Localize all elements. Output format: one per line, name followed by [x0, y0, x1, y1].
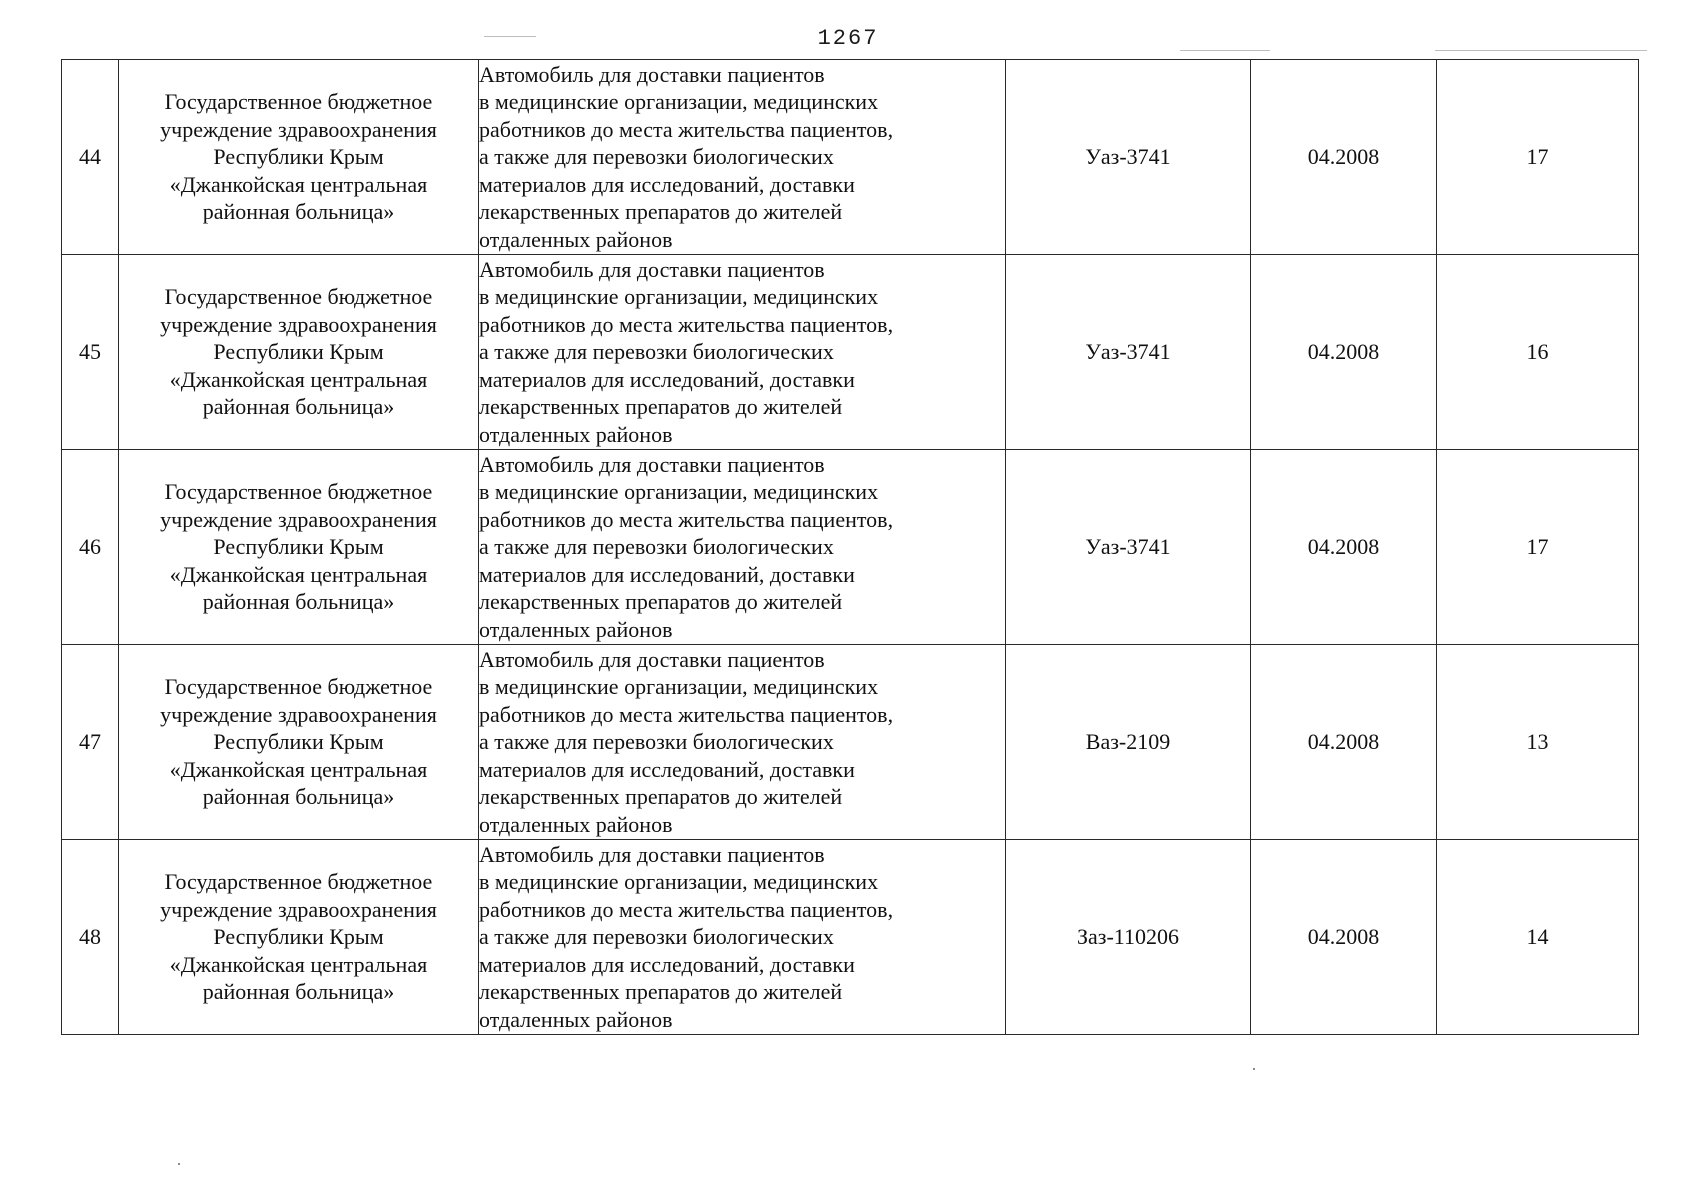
organization-line: «Джанкойская центральная: [169, 171, 428, 197]
row-number-cell: 47: [62, 645, 119, 840]
vehicle-purpose-line: лекарственных препаратов до жителей: [479, 784, 843, 810]
vehicle-purpose-cell: [479, 450, 1006, 645]
organization-line: Республики Крым: [213, 144, 384, 170]
scan-artifact: [178, 1163, 180, 1165]
organization-line: учреждение здравоохранения: [160, 311, 437, 337]
vehicle-purpose-line: работников до места жительства пациентов,: [479, 311, 894, 337]
table-row: [62, 450, 1639, 645]
vehicle-purpose-line: лекарственных препаратов до жителей: [479, 979, 843, 1005]
vehicle-model-cell: Уаз-3741: [1006, 60, 1251, 255]
row-number-cell: 46: [62, 450, 119, 645]
vehicle-purpose-cell: [479, 60, 1006, 255]
vehicle-purpose-line: отдаленных районов: [479, 421, 673, 447]
date-cell: 04.2008: [1251, 450, 1437, 645]
table-row: [62, 255, 1639, 450]
value-cell: 17: [1437, 450, 1639, 645]
table-row: [62, 60, 1639, 255]
organization-line: районная больница»: [202, 589, 395, 615]
scan-artifact: [1180, 50, 1270, 51]
vehicle-model-cell: Ваз-2109: [1006, 645, 1251, 840]
organization-line: «Джанкойская центральная: [169, 366, 428, 392]
vehicle-purpose-line: в медицинские организации, медицинских: [479, 89, 879, 115]
page-number: 1267: [817, 26, 879, 51]
table-row: [62, 840, 1639, 1035]
date-cell: 04.2008: [1251, 255, 1437, 450]
organization-line: Республики Крым: [213, 729, 384, 755]
scan-artifact: [1435, 50, 1647, 51]
row-number-cell: 44: [62, 60, 119, 255]
organization-line: Государственное бюджетное: [164, 674, 433, 700]
vehicle-purpose-line: работников до места жительства пациентов,: [479, 701, 894, 727]
vehicle-purpose-line: Автомобиль для доставки пациентов: [479, 841, 825, 867]
vehicle-purpose-line: Автомобиль для доставки пациентов: [479, 256, 825, 282]
value-cell: 16: [1437, 255, 1639, 450]
vehicle-purpose-line: материалов для исследований, доставки: [479, 171, 855, 197]
organization-line: «Джанкойская центральная: [169, 756, 428, 782]
organization-cell: [119, 255, 479, 450]
organization-line: Государственное бюджетное: [164, 89, 433, 115]
vehicle-registry-table: [61, 59, 1639, 1035]
vehicle-purpose-line: а также для перевозки биологических: [479, 339, 834, 365]
table-row: [62, 645, 1639, 840]
scan-artifact: [1253, 1068, 1255, 1070]
vehicle-purpose-line: лекарственных препаратов до жителей: [479, 589, 843, 615]
vehicle-purpose-line: Автомобиль для доставки пациентов: [479, 61, 825, 87]
table-body: [62, 60, 1639, 1035]
vehicle-purpose-line: в медицинские организации, медицинских: [479, 674, 879, 700]
vehicle-purpose-line: в медицинские организации, медицинских: [479, 869, 879, 895]
date-cell: 04.2008: [1251, 840, 1437, 1035]
vehicle-model-cell: Уаз-3741: [1006, 450, 1251, 645]
organization-line: Республики Крым: [213, 924, 384, 950]
vehicle-purpose-line: а также для перевозки биологических: [479, 924, 834, 950]
organization-line: районная больница»: [202, 199, 395, 225]
value-cell: 14: [1437, 840, 1639, 1035]
organization-line: учреждение здравоохранения: [160, 506, 437, 532]
organization-line: учреждение здравоохранения: [160, 116, 437, 142]
value-cell: 17: [1437, 60, 1639, 255]
vehicle-purpose-line: работников до места жительства пациентов,: [479, 506, 894, 532]
organization-line: учреждение здравоохранения: [160, 896, 437, 922]
vehicle-purpose-line: отдаленных районов: [479, 811, 673, 837]
organization-line: районная больница»: [202, 394, 395, 420]
vehicle-purpose-line: материалов для исследований, доставки: [479, 366, 855, 392]
vehicle-model-cell: Уаз-3741: [1006, 255, 1251, 450]
organization-line: районная больница»: [202, 784, 395, 810]
vehicle-purpose-line: материалов для исследований, доставки: [479, 561, 855, 587]
value-cell: 13: [1437, 645, 1639, 840]
vehicle-purpose-line: отдаленных районов: [479, 616, 673, 642]
organization-line: «Джанкойская центральная: [169, 951, 428, 977]
organization-line: «Джанкойская центральная: [169, 561, 428, 587]
vehicle-purpose-line: лекарственных препаратов до жителей: [479, 199, 843, 225]
organization-line: учреждение здравоохранения: [160, 701, 437, 727]
vehicle-purpose-line: лекарственных препаратов до жителей: [479, 394, 843, 420]
organization-line: Государственное бюджетное: [164, 284, 433, 310]
vehicle-purpose-line: отдаленных районов: [479, 226, 673, 252]
vehicle-purpose-line: работников до места жительства пациентов,: [479, 896, 894, 922]
vehicle-purpose-cell: [479, 840, 1006, 1035]
vehicle-purpose-line: а также для перевозки биологических: [479, 144, 834, 170]
organization-cell: [119, 60, 479, 255]
organization-line: Государственное бюджетное: [164, 869, 433, 895]
organization-cell: [119, 840, 479, 1035]
organization-cell: [119, 645, 479, 840]
row-number-cell: 45: [62, 255, 119, 450]
organization-line: Государственное бюджетное: [164, 479, 433, 505]
organization-line: Республики Крым: [213, 339, 384, 365]
vehicle-purpose-line: материалов для исследований, доставки: [479, 756, 855, 782]
vehicle-purpose-line: а также для перевозки биологических: [479, 534, 834, 560]
vehicle-purpose-line: работников до места жительства пациентов,: [479, 116, 894, 142]
vehicle-purpose-line: а также для перевозки биологических: [479, 729, 834, 755]
date-cell: 04.2008: [1251, 60, 1437, 255]
vehicle-purpose-line: Автомобиль для доставки пациентов: [479, 646, 825, 672]
vehicle-purpose-line: материалов для исследований, доставки: [479, 951, 855, 977]
vehicle-purpose-cell: [479, 645, 1006, 840]
organization-line: Республики Крым: [213, 534, 384, 560]
vehicle-purpose-line: в медицинские организации, медицинских: [479, 479, 879, 505]
organization-line: районная больница»: [202, 979, 395, 1005]
date-cell: 04.2008: [1251, 645, 1437, 840]
vehicle-model-cell: Заз-110206: [1006, 840, 1251, 1035]
scan-artifact: [484, 36, 536, 37]
organization-cell: [119, 450, 479, 645]
vehicle-purpose-line: в медицинские организации, медицинских: [479, 284, 879, 310]
row-number-cell: 48: [62, 840, 119, 1035]
vehicle-purpose-line: отдаленных районов: [479, 1006, 673, 1032]
vehicle-purpose-cell: [479, 255, 1006, 450]
vehicle-purpose-line: Автомобиль для доставки пациентов: [479, 451, 825, 477]
